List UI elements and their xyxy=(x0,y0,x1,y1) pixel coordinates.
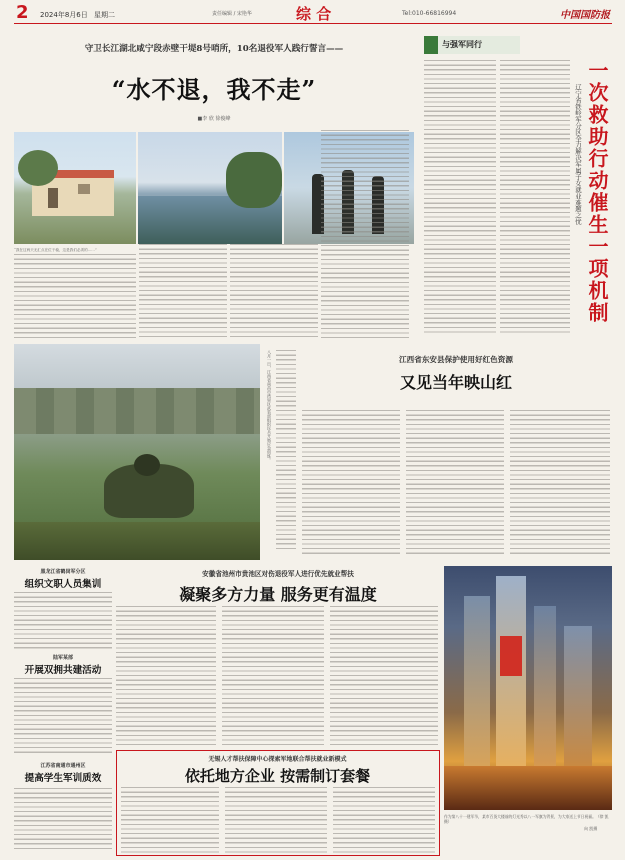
bottom-right-photo-light-show xyxy=(444,566,612,810)
brief-1-text xyxy=(14,592,112,650)
column-tag-label: 与强军同行 xyxy=(442,40,482,49)
editor-label: 责任编辑 / 宋艳华 xyxy=(212,11,252,17)
middle-story xyxy=(300,344,612,560)
column-tag xyxy=(424,36,520,54)
boxed-story xyxy=(116,750,440,856)
bottom-center-col-3 xyxy=(330,606,438,746)
sidebar-story xyxy=(418,30,612,340)
issue-weekday: 星期二 xyxy=(94,11,115,19)
boxed-headline: 依托地方企业 按需制订套餐 xyxy=(184,767,371,785)
middle-headline: 又见当年映山红 xyxy=(399,373,512,392)
top-text-col-3 xyxy=(230,244,318,340)
top-headline: “水不退，我不走” xyxy=(111,75,317,104)
sidebar-text-col-2 xyxy=(500,60,570,336)
top-text-col-4 xyxy=(321,130,409,340)
brief-2-text xyxy=(14,678,112,754)
brief-1-headline: 组织文职人员集训 xyxy=(24,579,102,590)
top-byline: ■李 欣 徐俊峰 xyxy=(197,116,231,122)
masthead xyxy=(14,4,612,24)
brief-3-headline: 提高学生军训质效 xyxy=(24,773,102,784)
middle-text-col-2 xyxy=(406,410,504,556)
boxed-text-col-1 xyxy=(121,787,219,853)
middle-text-col-1 xyxy=(302,410,400,556)
brief-3-kicker: 江苏省南通市通州区 xyxy=(40,763,86,769)
brief-1-kicker: 黑龙江省鹤岗军分区 xyxy=(40,569,86,575)
top-photo-embankment xyxy=(138,132,282,244)
bottom-center-col-2 xyxy=(222,606,324,746)
bottom-center-col-1 xyxy=(116,606,216,746)
top-text-col-1 xyxy=(14,254,136,340)
sidebar-subhead: 辽宁省铁岭军分区全力解决军属子女就业难题之忧 xyxy=(574,84,582,225)
bottom-center-headline: 凝聚多方力量 服务更有温度 xyxy=(179,585,377,604)
paper-logo: 中国国防报 xyxy=(560,10,610,21)
middle-photo-caption-lines xyxy=(276,350,296,550)
issue-date: 2024年8月6日 xyxy=(40,11,88,19)
top-photo-caption: “我在这两天无汇点在位于稳，这是我们必须的……” xyxy=(14,248,97,252)
brief-2-headline: 开展双拥共建活动 xyxy=(24,665,102,676)
boxed-kicker: 无锡人才帮扶保障中心探索军地联合帮扶就业新模式 xyxy=(208,756,347,763)
section-title: 综 合 xyxy=(296,5,332,23)
top-kicker: 守卫长江湖北咸宁段赤壁干堤8号哨所，10名退役军人践行誓言—— xyxy=(84,44,344,54)
bottom-right-credit: 向 凯摄 xyxy=(584,826,598,831)
bottom-right-caption: 作为第八十一建军节，某市百货大楼前的灯光秀以八一军旗为背景，为大家送上节日祝福。（徐 凯摄） xyxy=(444,814,609,825)
tel-number: Tel:010-66816994 xyxy=(402,10,457,17)
middle-text-col-3 xyxy=(510,410,610,556)
middle-photo-militia xyxy=(14,344,260,560)
bottom-center-story xyxy=(116,566,440,748)
brief-3-text xyxy=(14,788,112,852)
boxed-text-col-3 xyxy=(333,787,435,853)
bottom-left-briefs xyxy=(14,566,112,856)
top-text-col-2 xyxy=(139,244,227,340)
sidebar-text-col-1 xyxy=(424,60,496,336)
top-photo-sentry-post xyxy=(14,132,136,244)
brief-2-kicker: 陆军某部 xyxy=(52,655,73,661)
middle-photo-caption: 八月一日，江西省南昌市湾里区武装部组织民兵开展应急训练。 xyxy=(267,350,272,462)
middle-kicker: 江西省东安县保护使用好红色资源 xyxy=(399,355,513,364)
boxed-text-col-2 xyxy=(225,787,327,853)
sidebar-headline: 一次救助行动催生一项机制 xyxy=(585,60,609,324)
bottom-center-kicker: 安徽省池州市贵池区对伤退役军人进行优先就业帮扶 xyxy=(202,570,354,578)
page-number: 2 xyxy=(16,2,29,23)
